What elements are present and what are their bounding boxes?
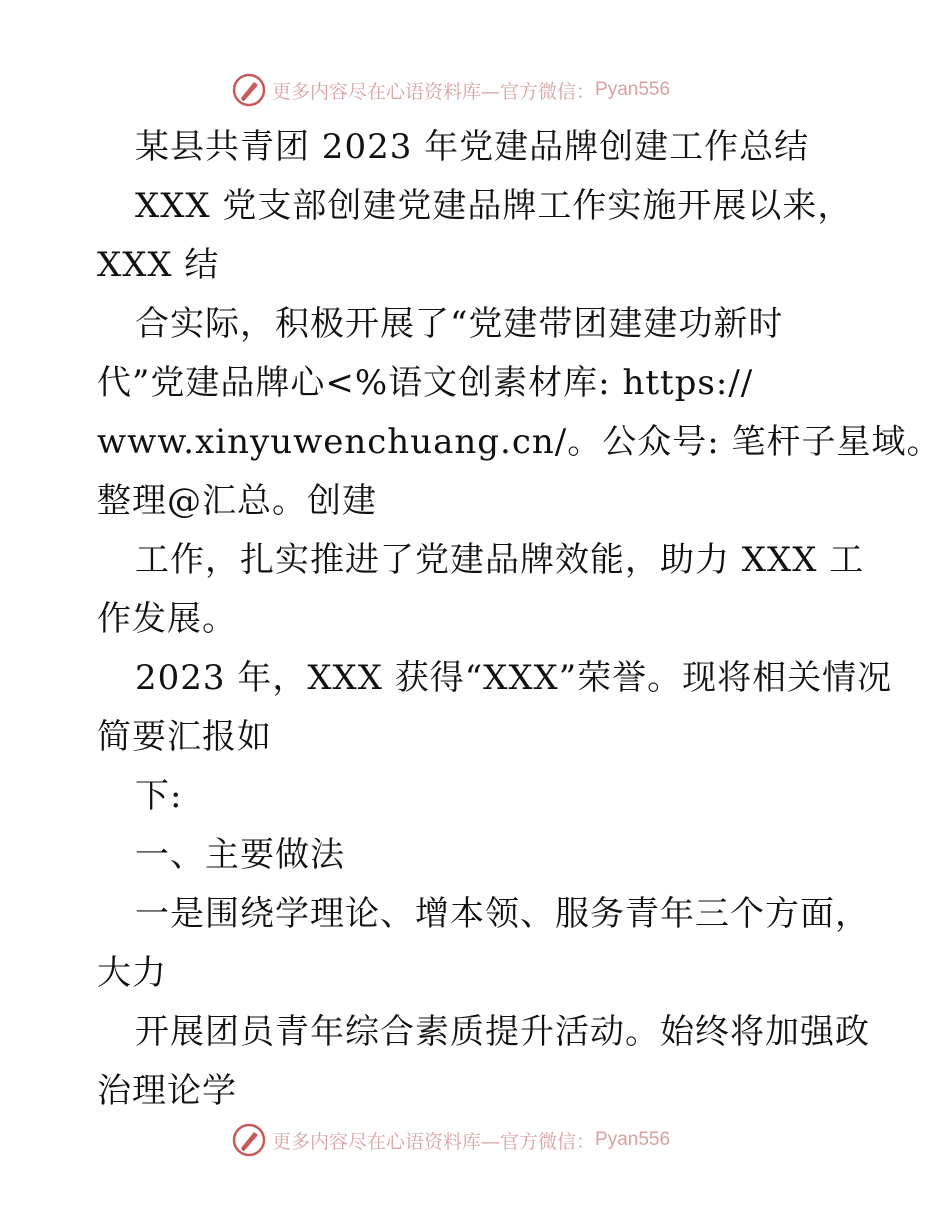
paragraph-line: 一是围绕学理论、增本领、服务青年三个方面， — [135, 894, 870, 934]
paragraph-line: 工作，扎实推进了党建品牌效能，助力 XXX 工 — [135, 540, 865, 580]
paragraph-line: 整理@汇总。创建 — [97, 481, 377, 521]
paragraph-line: www.xinyuwenchuang.cn/。公众号: 笔杆子星域。 — [97, 422, 942, 462]
paragraph-line: 下: — [135, 776, 183, 816]
paragraph-line: XXX 结 — [97, 245, 220, 285]
header-banner — [232, 70, 712, 110]
pen-logo-icon — [232, 1123, 266, 1157]
paragraph-line: 简要汇报如 — [97, 717, 272, 757]
footer-banner — [232, 1120, 712, 1160]
paragraph-line: 作发展。 — [97, 599, 237, 639]
paragraph-line: 大力 — [97, 953, 167, 993]
banner-text: 更多内容尽在心语资料库—官方微信： — [272, 80, 596, 103]
banner-wechat-id: Pyan556 — [595, 79, 671, 100]
paragraph-line: 合实际，积极开展了“党建带团建建功新时 — [135, 304, 784, 344]
paragraph-line: 2023 年，XXX 获得“XXX”荣誉。现将相关情况 — [135, 658, 893, 698]
pen-logo-icon — [232, 73, 266, 107]
paragraph-line: 代”党建品牌心<%语文创素材库: https:// — [97, 363, 754, 403]
banner-wechat-id: Pyan556 — [595, 1129, 671, 1150]
document-title: 某县共青团 2023 年党建品牌创建工作总结 — [135, 127, 810, 167]
section-heading: 一、主要做法 — [135, 835, 345, 875]
banner-text: 更多内容尽在心语资料库—官方微信： — [272, 1130, 596, 1153]
paragraph-line: 开展团员青年综合素质提升活动。始终将加强政 — [135, 1012, 870, 1052]
paragraph-line: XXX 党支部创建党建品牌工作实施开展以来， — [135, 186, 853, 226]
paragraph-line: 治理论学 — [97, 1071, 237, 1111]
